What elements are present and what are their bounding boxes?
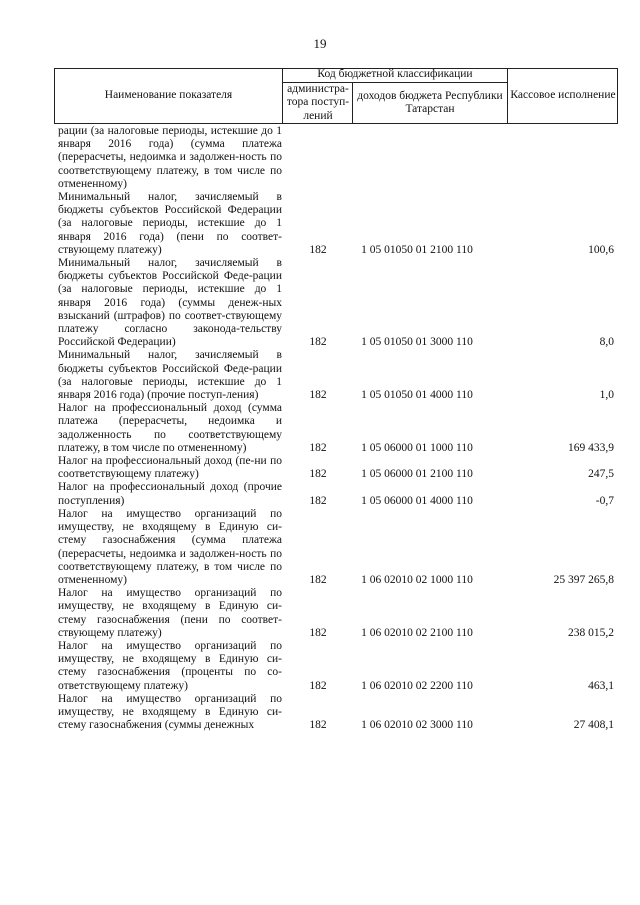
table-row (54, 640, 618, 693)
row-name: Минимальный налог, зачисляемый в бюджеты субъектов Российской Федерации (за налоговые периоды, истекшие до 1 января 2016 года) (пени по соответ-ствующему платежу) (58, 191, 282, 256)
table-row (54, 349, 618, 402)
row-name: Налог на имущество организаций по имуществу, не входящему в Единую си-стему газоснабжения (пени по соответ-ствующему платежу) (58, 587, 282, 639)
row-code: 1 06 02010 02 1000 110 (361, 573, 473, 586)
header-bottom-border (54, 123, 618, 124)
row-name: Налог на имущество организаций по имуществу, не входящему в Единую си-стему газоснабжения (сумма платежа (перерасчеты, недоимка и задолжен-ность по соответствующему платежу, в том числе по отмененному) (58, 507, 282, 586)
row-amount: 169 433,9 (568, 441, 614, 454)
header-code-group: Код бюджетной классификации (317, 68, 473, 81)
table-row (54, 125, 618, 191)
row-code: 1 06 02010 02 2200 110 (361, 679, 473, 692)
row-code: 1 05 01050 01 4000 110 (361, 389, 473, 402)
row-name: рации (за налоговые периоды, истекшие до 1 января 2016 года) (сумма платежа (перерасчеты, недоимка и задолжен-ность по соответствующему платежу, в том числе по отмененному) (58, 125, 282, 190)
row-code: 1 06 02010 02 3000 110 (361, 719, 473, 732)
row-name: Налог на профессиональный доход (прочие поступления) (58, 481, 282, 507)
row-code: 1 05 06000 01 1000 110 (361, 441, 473, 454)
table-row (54, 693, 618, 733)
row-amount: -0,7 (595, 494, 614, 507)
row-admin: 182 (309, 336, 327, 349)
row-admin: 182 (309, 679, 327, 692)
row-name: Налог на имущество организаций по имуществу, не входящему в Единую си-стему газоснабжения (суммы денежных (58, 692, 282, 732)
header-divider-codes (352, 82, 353, 124)
header-right-border (617, 68, 618, 124)
row-code: 1 05 01050 01 2100 110 (361, 243, 473, 256)
row-amount: 100,6 (588, 243, 614, 256)
row-name: Минимальный налог, зачисляемый в бюджеты субъектов Российской Феде-рации (за налоговые периоды, истекшие до 1 января 2016 года) (суммы денеж-ных взысканий (штрафов) по соответ-ствующему платежу согласно законода-тельству Российской Федерации) (58, 257, 282, 349)
row-amount: 1,0 (599, 389, 614, 402)
row-name: Минимальный налог, зачисляемый в бюджеты субъектов Российской Феде-рации (за налоговые периоды, истекшие до 1 января 2016 года) (прочие поступ-ления) (58, 349, 282, 402)
row-code: 1 05 01050 01 3000 110 (361, 336, 473, 349)
row-name: Налог на профессиональный доход (пе-ни по соответствующему платежу) (58, 455, 282, 481)
header-income: доходов бюджета Республики Татарстан (357, 89, 503, 115)
table-body (54, 125, 618, 732)
row-admin: 182 (309, 719, 327, 732)
row-admin: 182 (309, 626, 327, 639)
row-admin: 182 (309, 573, 327, 586)
row-admin: 182 (309, 494, 327, 507)
header-amount: Кассовое исполнение (510, 89, 616, 102)
row-amount: 25 397 265,8 (553, 573, 614, 586)
page-number: 19 (313, 36, 327, 51)
row-code: 1 05 06000 01 2100 110 (361, 468, 473, 481)
row-admin: 182 (309, 441, 327, 454)
table-row (54, 191, 618, 257)
table-row (54, 455, 618, 481)
header-admin: администра-тора поступ-лений (286, 83, 350, 122)
table-row (54, 481, 618, 507)
row-code: 1 05 06000 01 4000 110 (361, 494, 473, 507)
row-admin: 182 (309, 468, 327, 481)
row-amount: 463,1 (588, 679, 614, 692)
table-row (54, 508, 618, 587)
row-code: 1 06 02010 02 2100 110 (361, 626, 473, 639)
row-name: Налог на профессиональный доход (сумма платежа (перерасчеты, недоимка и задолженность по соответствующему платежу, в том числе по отмененному) (58, 402, 282, 454)
table-row (54, 587, 618, 640)
table-header (54, 68, 618, 124)
row-amount: 238 015,2 (568, 626, 614, 639)
row-amount: 27 408,1 (573, 719, 614, 732)
row-name: Налог на имущество организаций по имуществу, не входящему в Единую си-стему газоснабжения (проценты по со-ответствующему платежу) (58, 639, 282, 692)
header-name: Наименование показателя (104, 89, 233, 102)
header-divider-amount (507, 68, 508, 124)
row-admin: 182 (309, 243, 327, 256)
table-row (54, 257, 618, 349)
table-row (54, 402, 618, 455)
row-amount: 247,5 (588, 468, 614, 481)
row-amount: 8,0 (599, 336, 614, 349)
row-admin: 182 (309, 389, 327, 402)
